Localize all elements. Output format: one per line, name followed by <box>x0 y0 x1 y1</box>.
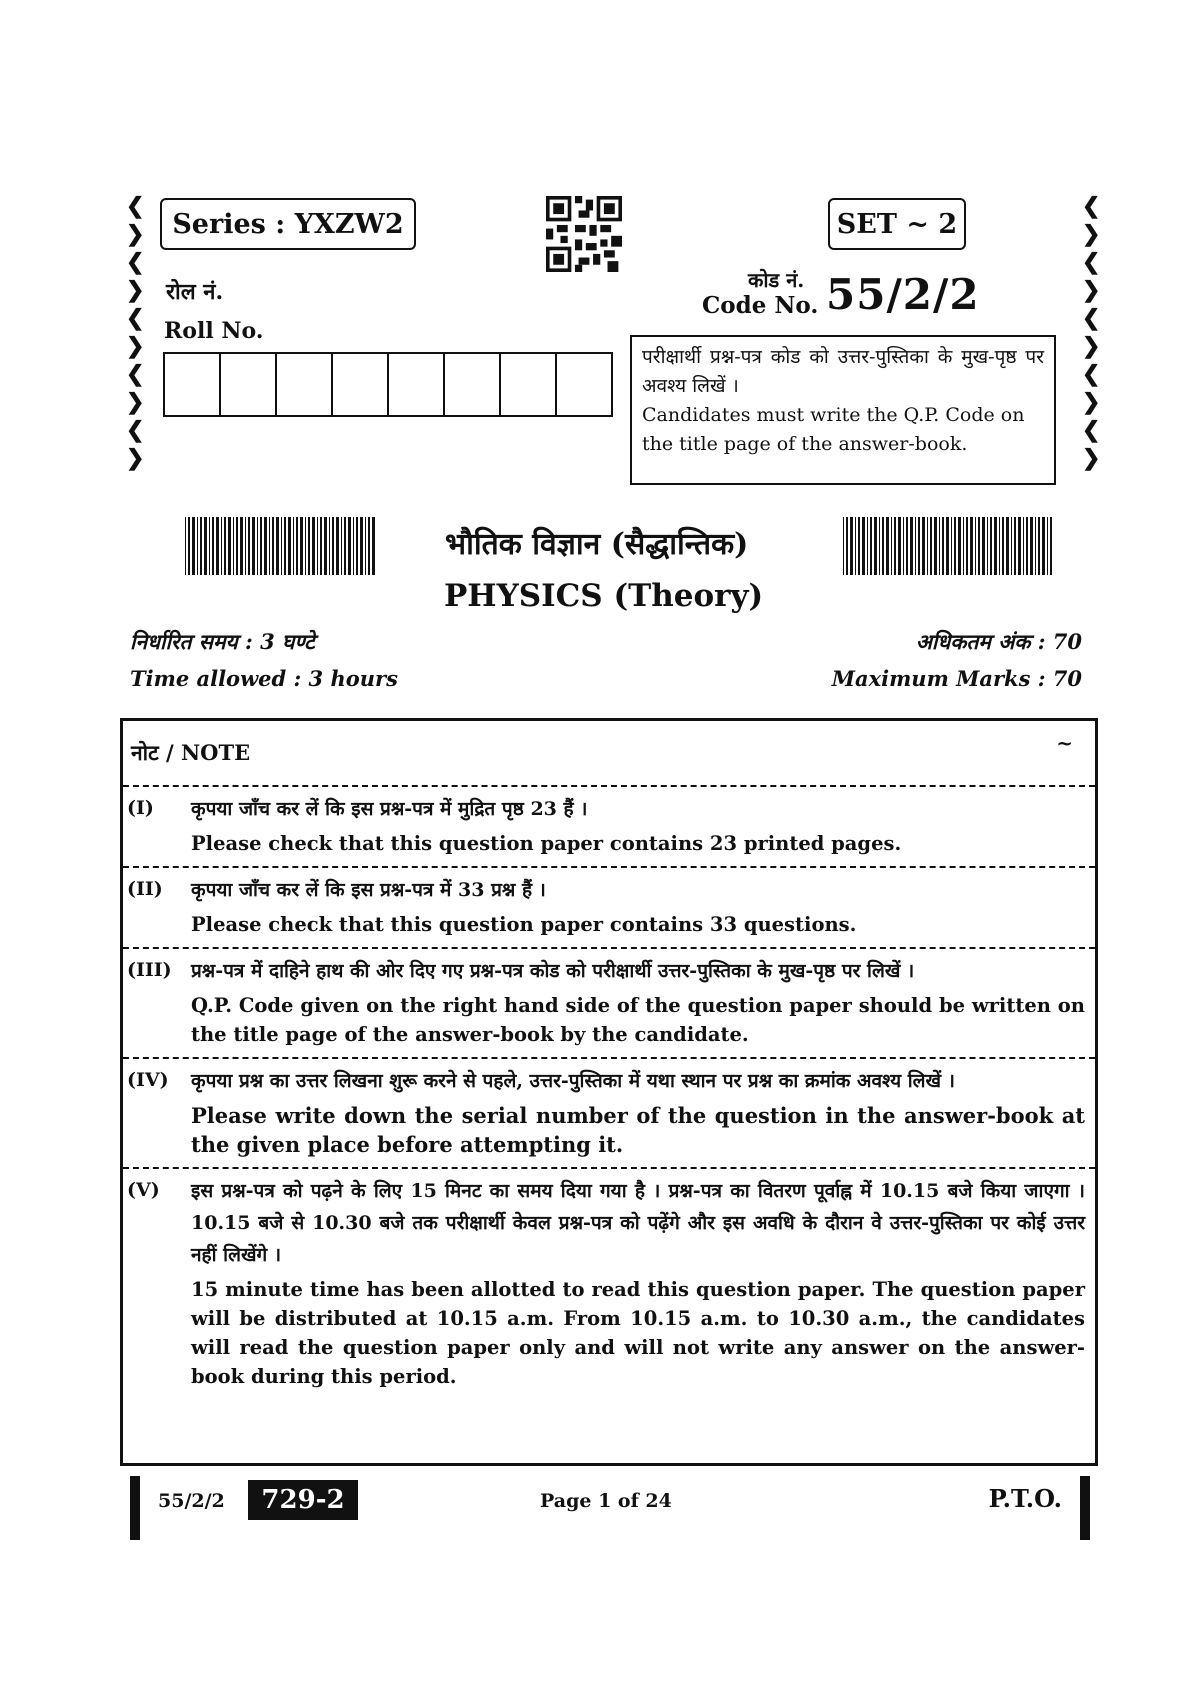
code-number: 55/2/2 <box>826 270 980 319</box>
note-item-number: (III) <box>127 959 172 981</box>
note-item-hindi: कृपया जाँच कर लें कि इस प्रश्न-पत्र में 33 प्रश्न हैं । <box>191 879 546 901</box>
candidate-instruction-box <box>630 335 1056 485</box>
note-item-english: Please check that this question paper contains 33 questions. <box>191 913 857 936</box>
page-footer <box>130 1476 1090 1540</box>
note-item-english: Please write down the serial number of the question in the answer-book at the given place before attempting it. <box>191 1103 1085 1157</box>
note-mark: ~ <box>1056 731 1073 755</box>
note-item-number: (I) <box>127 797 154 819</box>
time-allowed: Time allowed : 3 hours <box>130 666 398 691</box>
series-label: Series : YXZW2 <box>160 198 416 250</box>
roll-box[interactable] <box>445 354 501 415</box>
max-marks: Maximum Marks : 70 <box>831 666 1082 691</box>
note-item-number: (V) <box>127 1179 160 1201</box>
footer-bar-right <box>1080 1476 1090 1540</box>
roll-box[interactable] <box>557 354 611 415</box>
note-item-hindi: इस प्रश्न-पत्र को पढ़ने के लिए 15 मिनट का समय दिया गया है । प्रश्न-पत्र का वितरण पूर्वाह्न में 10.15 बजे किया जाएगा । 10.15 बजे से 10.30 बजे तक परीक्षार्थी केवल प्रश्न-पत्र को पढ़ेंगे और इस अवधि के दौरान वे उत्तर-पुस्तिका पर कोई उत्तर नहीं लिखेंगे । <box>191 1180 1085 1266</box>
qr-code-icon <box>546 196 622 272</box>
time-allowed-hindi: निर्धारित समय : 3 घण्टे <box>130 629 315 654</box>
note-item <box>123 787 1095 868</box>
roll-number-boxes[interactable] <box>163 352 613 417</box>
set-label: SET ~ 2 <box>828 198 966 250</box>
note-item <box>123 1169 1095 1399</box>
roll-label-hindi: रोल नं. <box>166 279 224 305</box>
right-border-chevrons: ❮ ❯ ❮ ❯ ❮ ❯ ❮ ❯ ❮ ❯ <box>1082 193 1101 471</box>
note-box <box>120 718 1098 1466</box>
note-item-hindi: कृपया जाँच कर लें कि इस प्रश्न-पत्र में मुद्रित पृष्ठ 23 हैं । <box>191 798 588 820</box>
page-number: Page 1 of 24 <box>540 1490 672 1512</box>
note-item-english: Please check that this question paper contains 23 printed pages. <box>191 832 902 855</box>
note-item-english: Q.P. Code given on the right hand side of the question paper should be written on the title page of the answer-book by the candidate. <box>191 994 1085 1046</box>
footer-code: 55/2/2 <box>158 1490 225 1512</box>
pto-label: P.T.O. <box>988 1484 1062 1513</box>
barcode-left-icon <box>185 517 377 575</box>
roll-box[interactable] <box>333 354 389 415</box>
roll-box[interactable] <box>501 354 557 415</box>
note-item <box>123 949 1095 1059</box>
barcode-right-icon <box>843 517 1055 575</box>
left-border-chevrons: ❮ ❯ ❮ ❯ ❮ ❯ ❮ ❯ ❮ ❯ <box>126 193 145 471</box>
subject-title-hindi: भौतिक विज्ञान (सैद्धान्तिक) <box>445 527 749 562</box>
roll-label: Roll No. <box>164 318 264 344</box>
roll-box[interactable] <box>389 354 445 415</box>
footer-bar-left <box>130 1476 140 1540</box>
code-label: Code No. <box>702 292 819 319</box>
code-label-hindi: कोड नं. <box>748 268 805 292</box>
roll-box[interactable] <box>277 354 333 415</box>
note-item-hindi: प्रश्न-पत्र में दाहिने हाथ की ओर दिए गए प्रश्न-पत्र कोड को परीक्षार्थी उत्तर-पुस्तिका के मुख-पृष्ठ पर लिखें । <box>191 960 915 982</box>
note-item-number: (IV) <box>127 1069 169 1091</box>
note-heading-text: नोट / NOTE <box>131 740 251 765</box>
note-item-hindi: कृपया प्रश्न का उत्तर लिखना शुरू करने से पहले, उत्तर-पुस्तिका में यथा स्थान पर प्रश्न का क्रमांक अवश्य लिखें । <box>191 1070 955 1092</box>
candidate-note: Candidates must write the Q.P. Code on the title page of the answer-book. <box>642 404 1025 455</box>
roll-box[interactable] <box>221 354 277 415</box>
note-item-number: (II) <box>127 878 163 900</box>
max-marks-hindi: अधिकतम अंक : 70 <box>915 629 1082 654</box>
note-heading <box>123 721 1095 787</box>
candidate-note-hindi: परीक्षार्थी प्रश्न-पत्र कोड को उत्तर-पुस्तिका के मुख-पृष्ठ पर अवश्य लिखें । <box>642 346 1044 397</box>
subject-title: PHYSICS (Theory) <box>444 578 764 614</box>
footer-badge: 729-2 <box>248 1480 358 1520</box>
note-item <box>123 868 1095 949</box>
note-item-english: 15 minute time has been allotted to read this question paper. The question paper will be distributed at 10.15 a.m. From 10.15 a.m. to 10.30 a.m., the candidates will read the question paper only and will not write any answer on the answer-book during this period. <box>191 1278 1085 1388</box>
note-item <box>123 1059 1095 1169</box>
roll-box[interactable] <box>165 354 221 415</box>
